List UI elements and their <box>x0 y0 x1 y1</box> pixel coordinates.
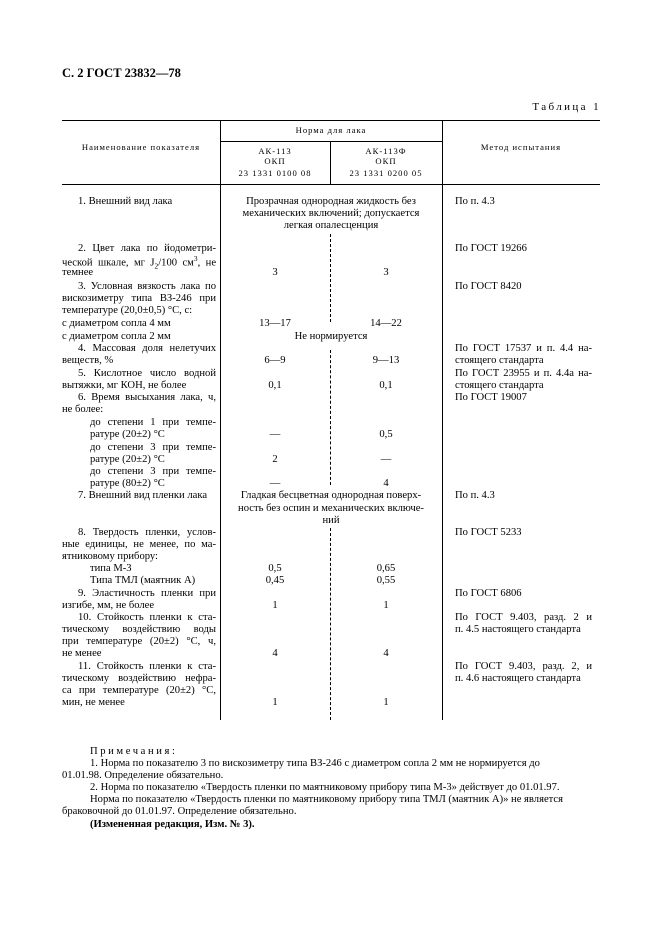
row10-indicator-line2: тическому воздействию воды <box>62 624 216 635</box>
note1-line2: 01.01.98. Определение обязательно. <box>62 770 224 781</box>
row7-merged-line3: ний <box>322 515 340 526</box>
row11-ak113f-value: 1 <box>383 697 389 708</box>
row8-tml-ak113-value: 0,45 <box>265 575 285 586</box>
row8-m3-ak113f-value: 0,65 <box>376 563 396 574</box>
row1-method: По п. 4.3 <box>455 196 495 207</box>
row10-indicator-line1: 10. Стойкость пленки к ста- <box>78 612 216 623</box>
row11-indicator-line4: мин, не менее <box>62 697 125 708</box>
row2-ak113f-value: 3 <box>383 267 389 278</box>
row10-ak113-value: 4 <box>272 648 278 659</box>
note1-line1: 1. Норма по показателю 3 по вискозиметру типа ВЗ-246 с диаметром сопла 2 мм не нормируется до <box>90 758 540 769</box>
table-title: Таблица 1 <box>532 101 601 113</box>
row6-indicator-line1: 6. Время высыхания лака, ч, <box>78 392 216 403</box>
norm-dashed-divider-c <box>330 528 331 720</box>
row3-method: По ГОСТ 8420 <box>455 281 522 292</box>
ak113f-okp: ОКП <box>375 156 397 166</box>
row9-ak113f-value: 1 <box>383 600 389 611</box>
ak113f-code: 23 1331 0200 05 <box>349 168 423 178</box>
row2-l2c: , не <box>197 257 217 269</box>
ak113-code: 23 1331 0100 08 <box>238 168 312 178</box>
row4-ak113-value: 6—9 <box>264 355 286 366</box>
row4-ak113f-value: 9—13 <box>372 355 400 366</box>
row7-merged-line1: Гладкая бесцветная однородная поверх- <box>240 490 422 501</box>
row2-ak113-value: 3 <box>272 267 278 278</box>
row1-merged-line2: механических включений; допускается <box>242 208 420 219</box>
row6-sub3-ak113-value: — <box>269 478 281 489</box>
row7-method: По п. 4.3 <box>455 490 495 501</box>
row4-indicator-line2: веществ, % <box>62 355 114 366</box>
row5-indicator-line1: 5. Кислотное число водной <box>78 368 216 379</box>
row5-indicator-line2: вытяжки, мг КОН, не более <box>62 380 187 391</box>
row2-sup: 3 <box>193 254 198 263</box>
row7-indicator: 7. Внешний вид пленки лака <box>78 490 208 501</box>
row4-method-line2: стоящего стандарта <box>455 355 544 366</box>
row3-indicator-line5: с диаметром сопла 2 мм <box>62 331 171 342</box>
row5-method-line2: стоящего стандарта <box>455 380 544 391</box>
row7-merged-line2: ность без оспин и механических включе- <box>238 503 424 514</box>
table-header-bottom <box>62 184 600 185</box>
row6-indicator-line2: не более: <box>62 404 104 415</box>
row6-sub3-ak113f-value: 4 <box>383 478 389 489</box>
row1-merged-line3: легкая опалесценция <box>283 220 379 231</box>
row3-indicator-line2: вискозиметру типа ВЗ-246 при <box>62 293 216 304</box>
row2-indicator-line1: 2. Цвет лака по йодометри- <box>78 243 216 254</box>
row6-sub2-line1: до степени 3 при темпе- <box>90 442 216 453</box>
row11-method-line1: По ГОСТ 9.403, разд. 2, и <box>455 661 592 672</box>
edition-note: (Измененная редакция, Изм. № 3). <box>90 819 255 830</box>
row2-method: По ГОСТ 19266 <box>455 243 527 254</box>
row9-indicator-line2: изгибе, мм, не более <box>62 600 155 611</box>
row6-sub1-line1: до степени 1 при темпе- <box>90 417 216 428</box>
row3-ak113-value: 13—17 <box>259 318 291 329</box>
note2-line1: 2. Норма по показателю «Твердость пленки по маятниковому прибору типа М-3» действует до 01.01.97. <box>90 782 560 793</box>
column-divider-2 <box>442 120 443 720</box>
row9-ak113-value: 1 <box>272 600 278 611</box>
row9-method: По ГОСТ 6806 <box>455 588 522 599</box>
row8-indicator-line2: ные единицы, не менее, по ма- <box>62 539 216 550</box>
row10-method-line2: п. 4.5 настоящего стандарта <box>455 624 581 635</box>
note2-line3: браковочной до 01.01.97. Определение обязательно. <box>62 806 297 817</box>
norm-header-divider <box>220 141 442 142</box>
row9-indicator-line1: 9. Эластичность пленки при <box>78 588 216 599</box>
row3-ak113f-value: 14—22 <box>370 318 402 329</box>
row8-indicator-line5: Типа ТМЛ (маятник А) <box>90 575 196 586</box>
page-header: С. 2 ГОСТ 23832—78 <box>62 66 181 80</box>
row11-indicator-line3: са при температуре (20±2) °С, <box>62 685 216 696</box>
row11-method-line2: п. 4.6 настоящего стандарта <box>455 673 581 684</box>
ak113-okp: ОКП <box>264 156 286 166</box>
row3-indicator-line3: температуре (20,0±0,5) °С, с: <box>62 305 193 316</box>
row3-indicator-line1: 3. Условная вязкость лака по <box>78 281 216 292</box>
row6-method: По ГОСТ 19007 <box>455 392 527 403</box>
row2-l2b: /100 см <box>158 257 194 269</box>
row10-method-line1: По ГОСТ 9.403, разд. 2 и <box>455 612 592 623</box>
row6-sub1-ak113-value: — <box>269 429 281 440</box>
row10-ak113f-value: 4 <box>383 648 389 659</box>
row8-m3-ak113-value: 0,5 <box>268 563 282 574</box>
row4-indicator-line1: 4. Массовая доля нелетучих <box>78 343 216 354</box>
table-top-border <box>62 120 600 121</box>
row1-indicator: 1. Внешний вид лака <box>78 196 173 207</box>
row6-sub2-ak113-value: 2 <box>272 454 278 465</box>
column-header-indicator: Наименование показателя <box>81 142 201 152</box>
ak113-name: АК-113 <box>258 146 292 156</box>
row6-sub3-line2: ратуре (80±2) °С <box>90 478 165 489</box>
note2-line2: Норма по показателю «Твердость пленки по маятниковому прибору типа ТМЛ (маятник А)» не является <box>90 794 563 805</box>
row10-indicator-line3: при температуре (20±2) °С, ч, <box>62 636 216 647</box>
row3-merged-not-normed: Не нормируется <box>294 331 368 342</box>
row2-sub: 2 <box>154 261 159 271</box>
row6-sub2-ak113f-value: — <box>380 454 392 465</box>
row8-tml-ak113f-value: 0,55 <box>376 575 396 586</box>
row6-sub3-line1: до степени 3 при темпе- <box>90 466 216 477</box>
row5-method-line1: По ГОСТ 23955 и п. 4.4а на- <box>455 368 592 379</box>
row2-l2: ческой шкале, мг J <box>62 257 155 269</box>
row11-ak113-value: 1 <box>272 697 278 708</box>
column-header-method: Метод испытания <box>480 142 562 152</box>
row11-indicator-line1: 11. Стойкость пленки к ста- <box>78 661 216 672</box>
row11-indicator-line2: тическому воздействию нефра- <box>62 673 216 684</box>
row4-method-line1: По ГОСТ 17537 и п. 4.4 на- <box>455 343 592 354</box>
row1-merged-line1: Прозрачная однородная жидкость без <box>246 196 416 207</box>
row8-indicator-line1: 8. Твердость пленки, услов- <box>78 527 216 538</box>
notes-title: Примечания: <box>90 746 178 757</box>
row8-method: По ГОСТ 5233 <box>455 527 522 538</box>
row3-indicator-line4: с диаметром сопла 4 мм <box>62 318 171 329</box>
row5-ak113-value: 0,1 <box>268 380 282 391</box>
row6-sub2-line2: ратуре (20±2) °С <box>90 454 165 465</box>
row6-sub1-line2: ратуре (20±2) °С <box>90 429 165 440</box>
row10-indicator-line4: не менее <box>62 648 102 659</box>
row8-indicator-line4: типа М-3 <box>90 563 132 574</box>
row2-indicator-line3: темнее <box>62 267 94 278</box>
row5-ak113f-value: 0,1 <box>379 380 393 391</box>
ak113f-name: АК-113Ф <box>365 146 407 156</box>
column-header-norm: Норма для лака <box>295 125 367 135</box>
row8-indicator-line3: ятниковому прибору: <box>62 551 159 562</box>
row6-sub1-ak113f-value: 0,5 <box>379 429 393 440</box>
